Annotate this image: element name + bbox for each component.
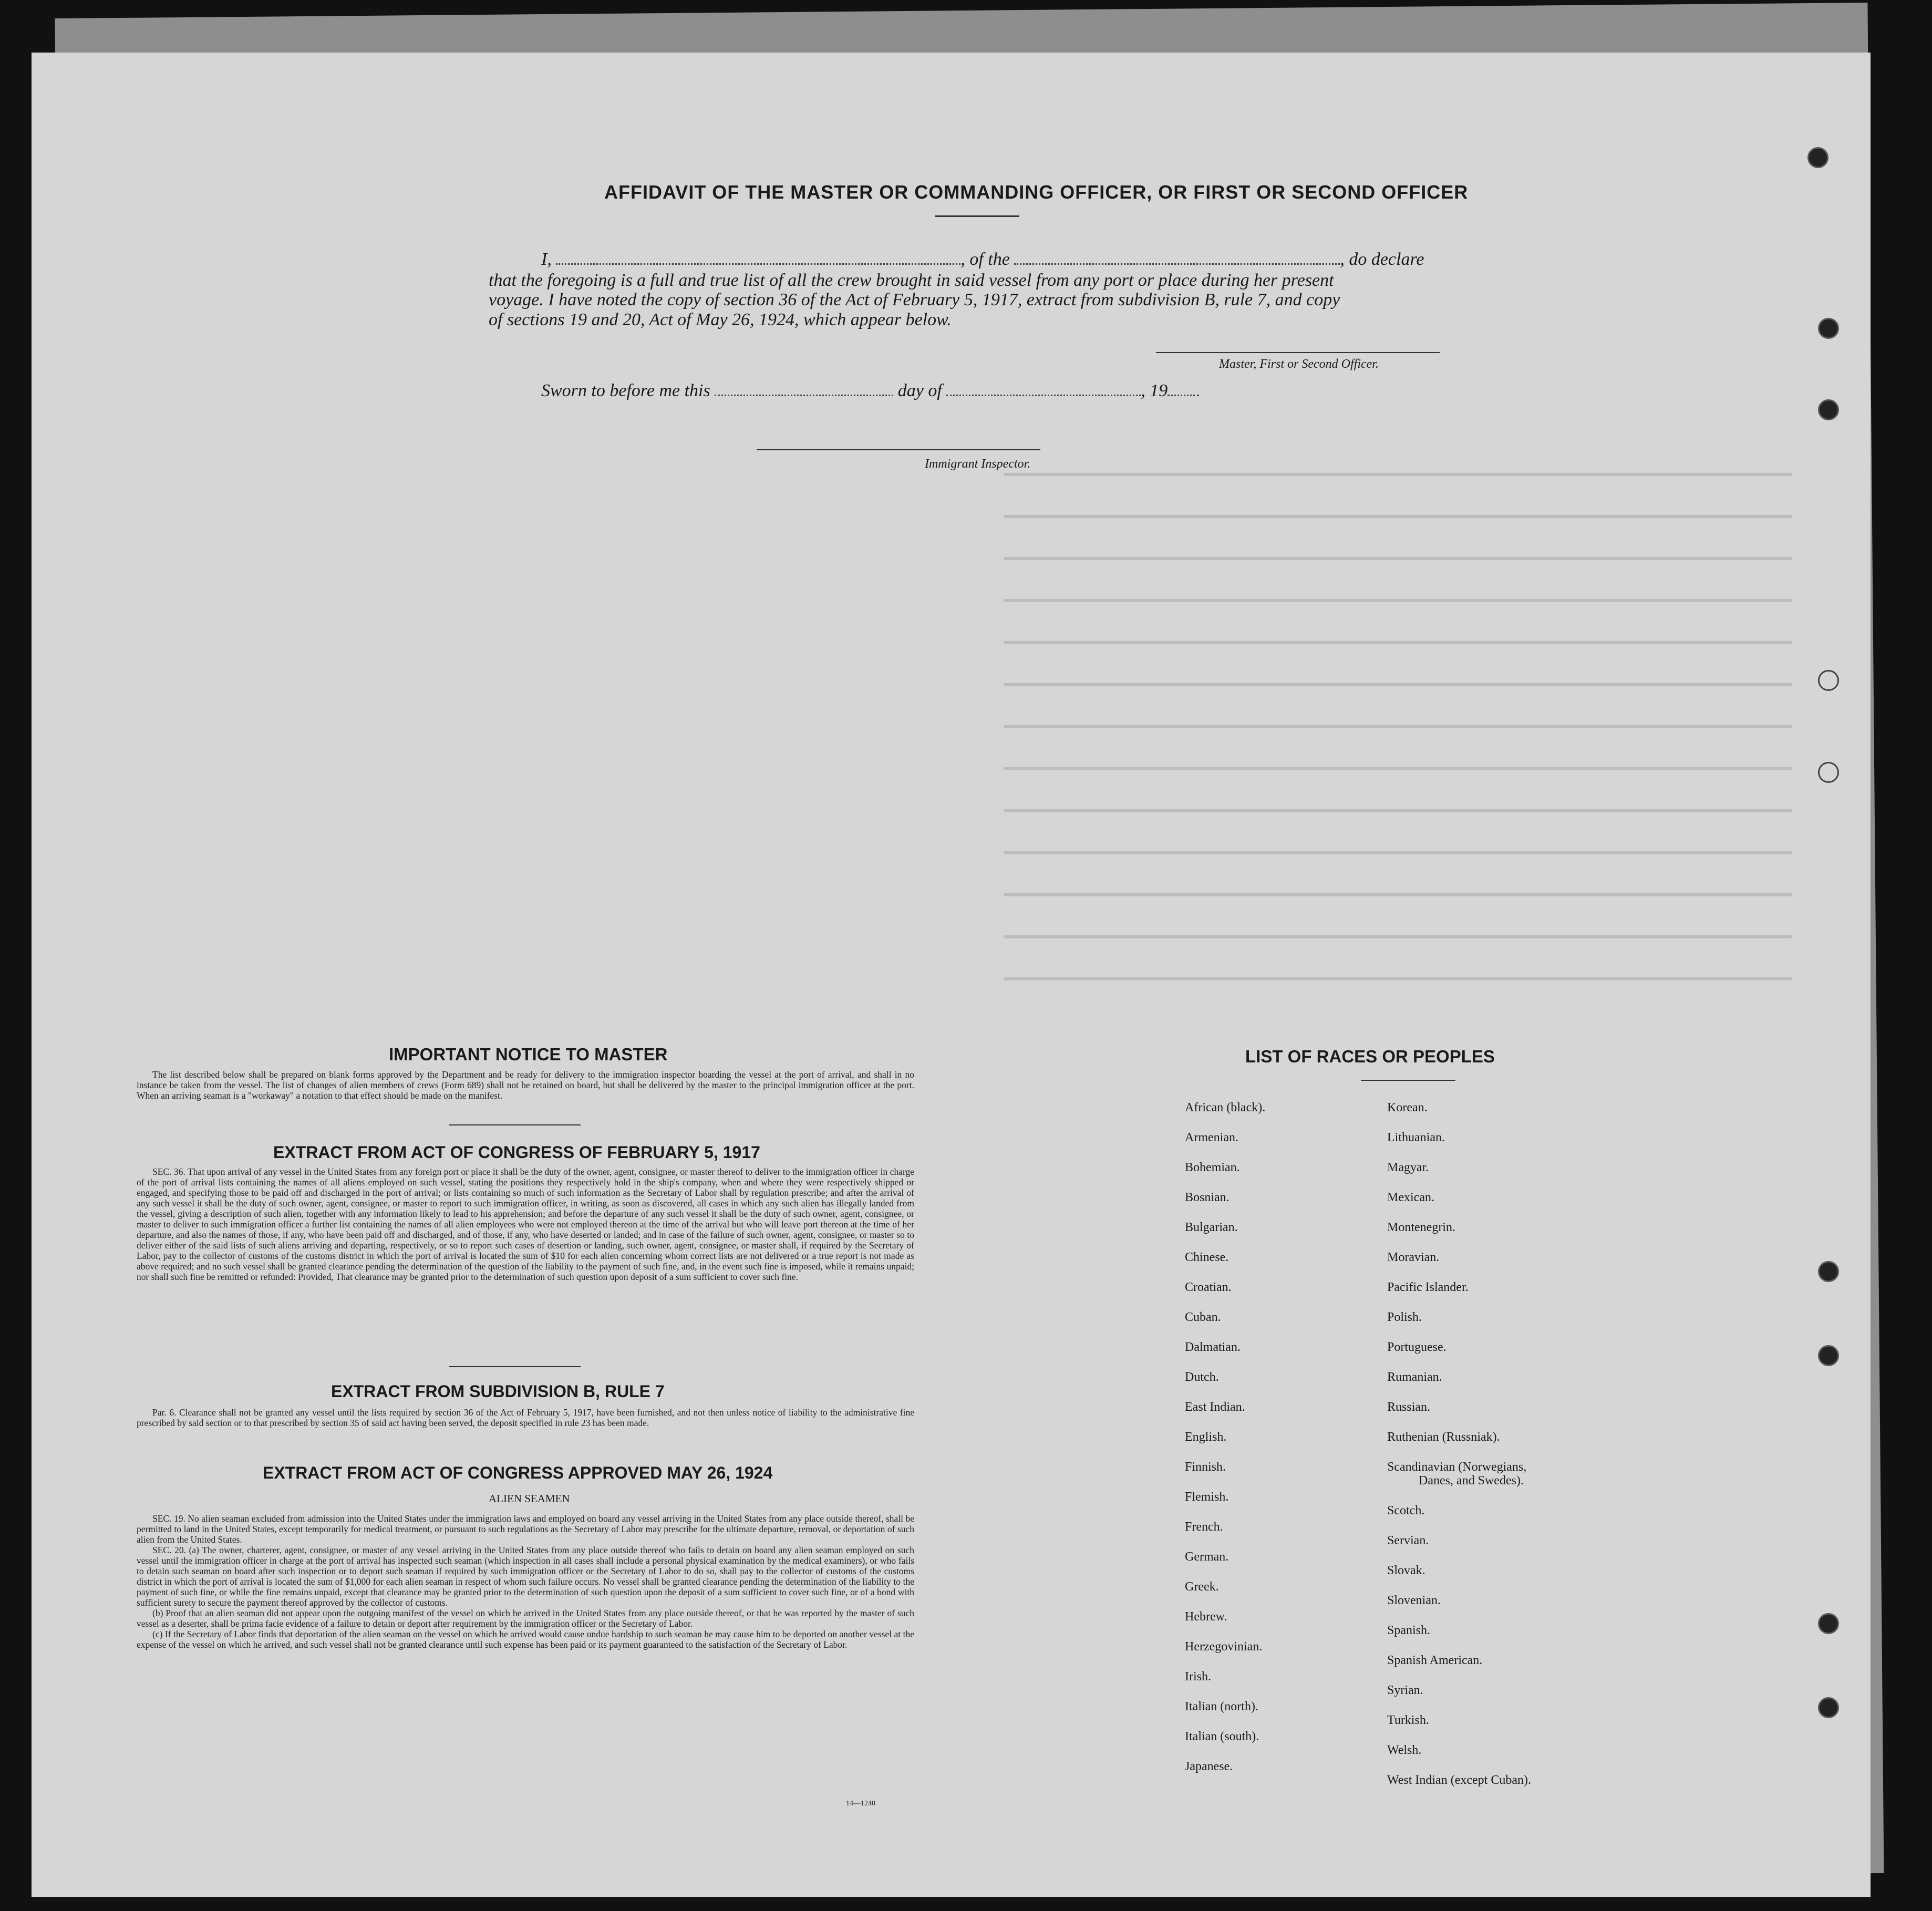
race-item: Cuban. — [1185, 1310, 1221, 1324]
race-item: Spanish American. — [1387, 1654, 1483, 1667]
notice-paragraph: The list described below shall be prepared on blank forms approved by the Department and be ready for delivery to the immigration inspector boarding the vessel at the port of arrival, and shall in no instance be taken from the vessel. The list of changes of alien members of crews (Form 689) shall not be retained on board, but shall be delivered by the master to the principal immigration officer at the port. When an arriving seaman is a "workaway" a notation to that effect should be made on the manifest. — [137, 1069, 914, 1101]
binder-hole — [1818, 318, 1839, 339]
extract-rule7-text — [137, 1407, 914, 1428]
race-item: African (black). — [1185, 1101, 1266, 1114]
sec-20c-paragraph: (c) If the Secretary of Labor finds that deportation of the alien seaman on the vessel on which he arrived would cause undue hardship to such seaman he may cause him to be deported on another vessel at the expense of the vessel on which he arrived, and such vessel shall not be granted clearance until such expense has been paid or its payment guaranteed to the satisfaction of the Secretary of Labor. — [137, 1629, 914, 1650]
race-item: Dutch. — [1185, 1370, 1219, 1384]
master-signature-line[interactable] — [1156, 352, 1440, 353]
master-signature-label: Master, First or Second Officer. — [1219, 357, 1379, 371]
extract-1924-title: EXTRACT FROM ACT OF CONGRESS APPROVED MAY 26, 1924 — [263, 1463, 773, 1482]
race-item: Lithuanian. — [1387, 1131, 1445, 1144]
race-item: Bulgarian. — [1185, 1221, 1238, 1234]
race-item: Croatian. — [1185, 1280, 1232, 1294]
title-rule — [935, 215, 1019, 217]
race-item: Danes, and Swedes). — [1419, 1474, 1524, 1488]
race-item: Korean. — [1387, 1101, 1428, 1114]
extract-1924-text — [137, 1513, 914, 1650]
alien-seamen-subtitle: ALIEN SEAMEN — [489, 1492, 570, 1505]
race-item: Pacific Islander. — [1387, 1280, 1469, 1294]
binder-hole — [1818, 1345, 1839, 1366]
race-item: Russian. — [1387, 1400, 1431, 1414]
binder-hole — [1818, 762, 1839, 783]
binder-hole — [1807, 147, 1828, 168]
inspector-signature-line[interactable] — [757, 449, 1040, 450]
race-item: French. — [1185, 1520, 1223, 1534]
sec-20b-paragraph: (b) Proof that an alien seaman did not appear upon the outgoing manifest of the vessel on which he arrived in the United States from any place outside thereof, or that he was reported by the master of such vessel as a deserter, shall be prima facie evidence of a failure to detain or deport after requirement by the immigration officer or the Secretary of Labor. — [137, 1608, 914, 1629]
sworn-year: , 19 — [1141, 381, 1168, 400]
race-item: Magyar. — [1387, 1161, 1429, 1174]
race-item: Portuguese. — [1387, 1340, 1447, 1354]
race-item: Bosnian. — [1185, 1191, 1230, 1204]
race-item: Greek. — [1185, 1580, 1219, 1594]
race-item: East Indian. — [1185, 1400, 1245, 1414]
race-item: Italian (north). — [1185, 1700, 1258, 1713]
race-item: Hebrew. — [1185, 1610, 1227, 1624]
extract-1917-title: EXTRACT FROM ACT OF CONGRESS OF FEBRUARY 5, 1917 — [273, 1143, 760, 1162]
race-item: Irish. — [1185, 1670, 1211, 1683]
vessel-blank[interactable] — [1014, 252, 1340, 265]
notice-title: IMPORTANT NOTICE TO MASTER — [389, 1045, 668, 1064]
section-rule — [449, 1366, 581, 1367]
sworn-prefix: Sworn to before me this — [541, 381, 710, 400]
notice-text — [137, 1069, 914, 1101]
binder-hole — [1818, 1261, 1839, 1282]
document-page — [32, 53, 1871, 1897]
affidavit-line-1 — [541, 250, 1424, 270]
sworn-line — [541, 381, 1199, 401]
races-title-rule — [1361, 1080, 1455, 1081]
race-item: Slovenian. — [1387, 1594, 1441, 1607]
race-item: Finnish. — [1185, 1460, 1226, 1474]
race-item: Spanish. — [1387, 1624, 1431, 1637]
extract-rule7-title: EXTRACT FROM SUBDIVISION B, RULE 7 — [331, 1382, 665, 1401]
affidavit-line-2: that the foregoing is a full and true list of all the crew brought in said vessel from any port or place during her present — [489, 271, 1334, 290]
race-item: Turkish. — [1387, 1713, 1429, 1727]
race-item: Armenian. — [1185, 1131, 1238, 1144]
race-item: Slovak. — [1387, 1564, 1425, 1577]
race-item: Japanese. — [1185, 1760, 1233, 1773]
sec-19-paragraph: SEC. 19. No alien seaman excluded from admission into the United States under the immigration laws and employed on board any vessel arriving in the United States from any place outside thereof, shall be permitted to land in the United States, except temporarily for medical treatment, or pursuant to such regulations as the Secretary of Labor may prescribe for the ultimate departure, removal, or deportation of such alien from the United States. — [137, 1513, 914, 1545]
affidavit-line-4: of sections 19 and 20, Act of May 26, 1924, which appear below. — [489, 310, 952, 329]
sec-20a-paragraph: SEC. 20. (a) The owner, charterer, agent, consignee, or master of any vessel arriving in the United States from any place outside thereof who fails to detain on board any alien seaman employed on such vessel until the immigration officer in charge at the port of arrival has inspected such seaman (which inspection in all cases shall include a personal physical examination by the medical examiners), or who fails to detain such seaman on board after such inspection or to deport such seaman if required by such immigration officer or the Secretary of Labor to do so, shall pay to the collector of customs of the customs district in which the port of arrival is located the sum of $1,000 for each alien seaman in respect of whom such failure occurs. No vessel shall be granted clearance pending the determination of the liability to the payment of such fine, or while the fine remains unpaid, except that clearance may be granted prior to the determination of such question upon the deposit of a sum sufficient to cover such fine, or of a bond with sufficient surety to secure the payment thereof approved by the collector of customs. — [137, 1545, 914, 1608]
race-item: Polish. — [1387, 1310, 1422, 1324]
affidavit-of-the: , of the — [960, 250, 1010, 269]
sworn-day-of: day of — [897, 381, 942, 400]
affidavit-do-declare: , do declare — [1340, 250, 1424, 269]
race-item: Scandinavian (Norwegians, — [1387, 1460, 1527, 1474]
race-item: Servian. — [1387, 1534, 1429, 1547]
race-item: Herzegovinian. — [1185, 1640, 1263, 1654]
race-item: Rumanian. — [1387, 1370, 1442, 1384]
sworn-day-blank[interactable] — [715, 383, 893, 396]
race-item: Scotch. — [1387, 1504, 1425, 1517]
section-rule — [449, 1124, 581, 1125]
race-item: Chinese. — [1185, 1251, 1229, 1264]
race-item: Flemish. — [1185, 1490, 1229, 1504]
race-item: English. — [1185, 1430, 1227, 1444]
binder-hole — [1818, 399, 1839, 420]
binder-hole — [1818, 670, 1839, 691]
binder-hole — [1818, 1613, 1839, 1634]
affidavit-i: I, — [541, 250, 552, 269]
extract-1917-text — [137, 1166, 914, 1282]
race-item: Dalmatian. — [1185, 1340, 1241, 1354]
race-item: Syrian. — [1387, 1683, 1423, 1697]
races-title: LIST OF RACES OR PEOPLES — [1245, 1047, 1495, 1066]
par-6-paragraph: Par. 6. Clearance shall not be granted any vessel until the lists required by section 36 of the Act of February 5, 1917, have been furnished, and not then unless notice of liability to the administrative fine prescribed by said section or to that prescribed by section 35 of said act having been served, the deposit specified in rule 23 has been made. — [137, 1407, 914, 1428]
sworn-year-blank[interactable] — [1168, 383, 1199, 396]
binder-hole — [1818, 1697, 1839, 1718]
race-item: Ruthenian (Russniak). — [1387, 1430, 1500, 1444]
race-item: Mexican. — [1387, 1191, 1434, 1204]
sworn-month-blank[interactable] — [946, 383, 1141, 396]
sec-36-paragraph: SEC. 36. That upon arrival of any vessel in the United States from any foreign port or place it shall be the duty of the owner, agent, consignee, or master thereof to deliver to the immigration officer in charge of the port of arrival lists containing the names of all aliens employed on such vessel, stating the positions they respectively hold in the ship's company, when and where they were respectively shipped or engaged, and specifying those to be paid off and discharged in the port of arrival; or lists containing so much of such information as the Secretary of Labor shall by regulation prescribe; and after the arrival of any such vessel it shall be the duty of such owner, agent, consignee, or master to report to such immigration officer, in writing, as soon as discovered, all cases in which any such alien has illegally landed from the vessel, giving a description of such alien, together with any information likely to lead to his apprehension; and before the departure of any such vessel it shall be the duty of such owner, agent, consignee, or master to deliver to such immigration officer a further list containing the names of all alien employees who were not employed thereon at the time of the arrival but who will leave port thereon at the time of her departure, and also the names of those, if any, who have been paid off and discharged, and of those, if any, who have deserted or landed; and in case of the failure of such owner, agent, consignee, or master so to deliver either of the said lists of such aliens arriving and departing, respectively, or so to report such cases of desertion or landing, such owner, agent, consignee, or master shall, if required by the Secretary of Labor, pay to the collector of customs of the customs district in which the port of arrival is located the sum of $10 for each alien concerning whom correct lists are not delivered or a true report is not made as above required; and no such vessel shall be granted clearance pending the determination of the question of the liability to the payment of such fine, and, in the event such fine is imposed, while it remains unpaid; nor shall such fine be remitted or refunded: Provided, That clearance may be granted prior to the determination of such question upon deposit of a sum sufficient to cover such fine. — [137, 1166, 914, 1282]
race-item: Welsh. — [1387, 1743, 1422, 1757]
race-item: West Indian (except Cuban). — [1387, 1773, 1531, 1787]
race-item: German. — [1185, 1550, 1229, 1564]
affidavit-title: AFFIDAVIT OF THE MASTER OR COMMANDING OFFICER, OR FIRST OR SECOND OFFICER — [604, 181, 1469, 203]
race-item: Moravian. — [1387, 1251, 1440, 1264]
inspector-label: Immigrant Inspector. — [925, 457, 1031, 471]
race-item: Montenegrin. — [1387, 1221, 1455, 1234]
race-item: Bohemian. — [1185, 1161, 1240, 1174]
affidavit-line-3: voyage. I have noted the copy of section 36 of the Act of February 5, 1917, extract from subdivision B, rule 7, and copy — [489, 290, 1340, 309]
form-number: 14—1240 — [846, 1800, 875, 1807]
race-item: Italian (south). — [1185, 1730, 1259, 1743]
name-blank[interactable] — [556, 252, 960, 265]
